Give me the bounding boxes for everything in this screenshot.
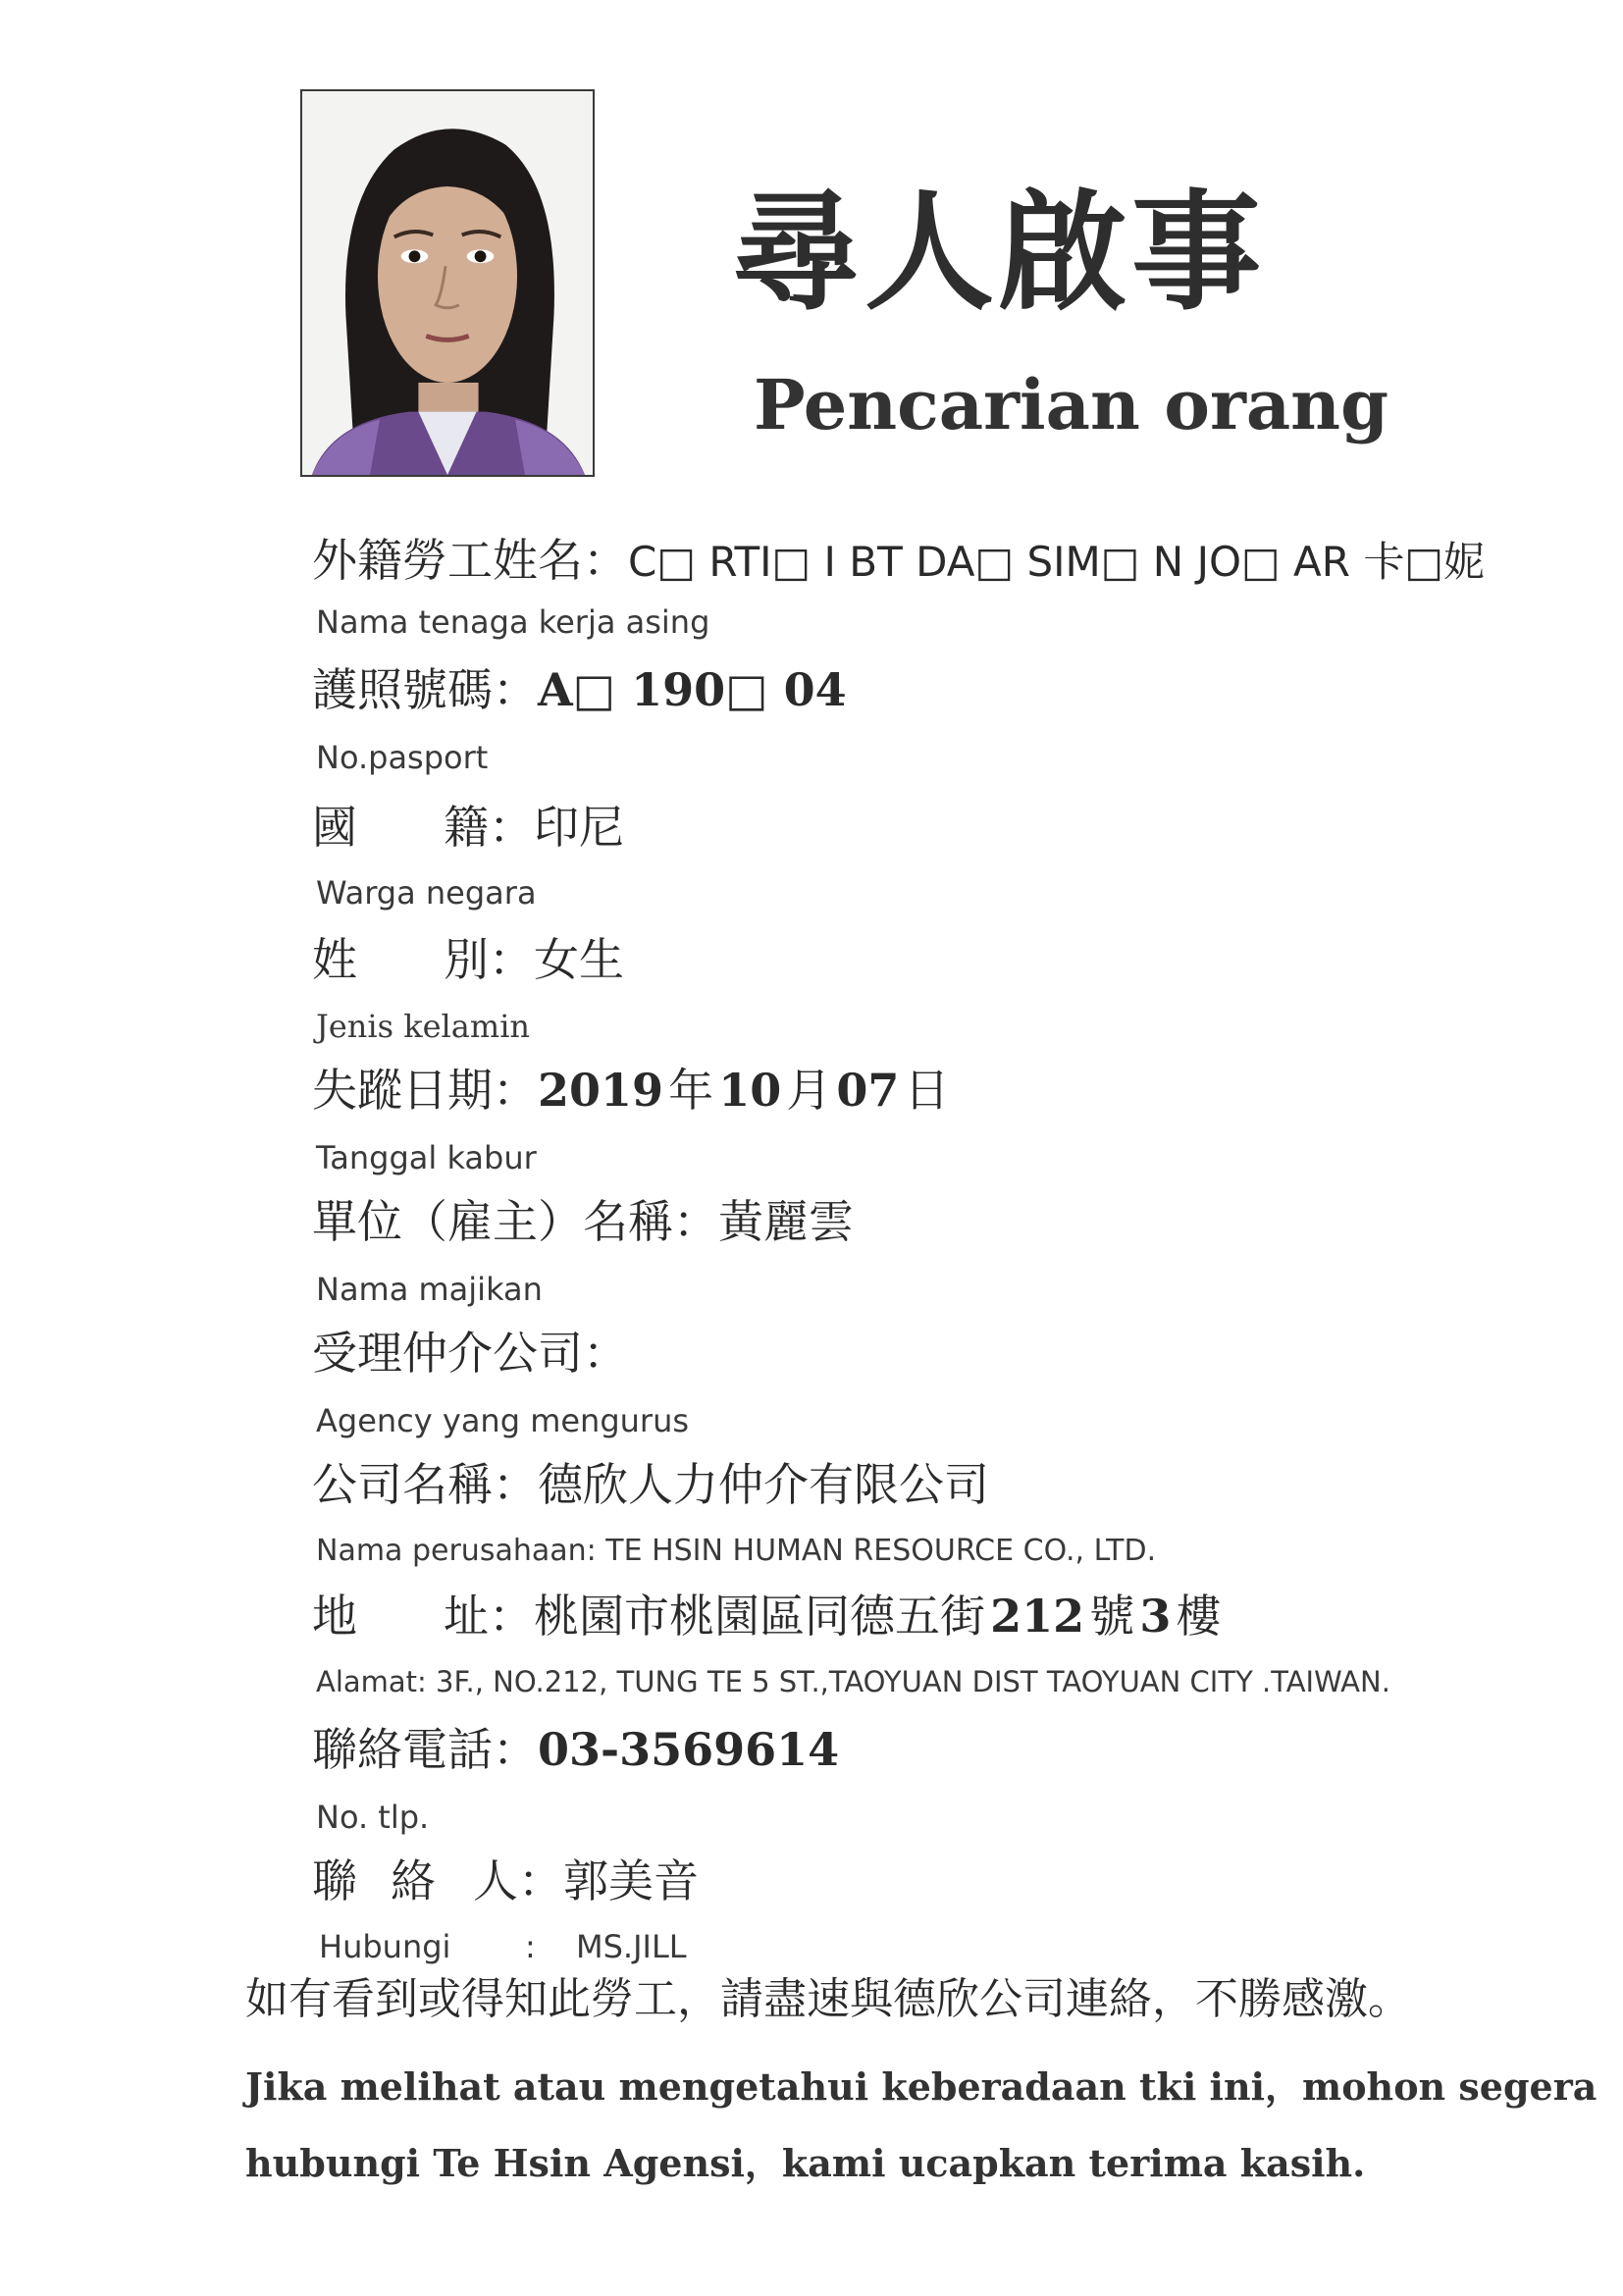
address-sublabel: Alamat: 3F., NO.212, TUNG TE 5 ST.,TAOYUAN DIST TAOYUAN CITY .TAIWAN. xyxy=(316,1665,1390,1698)
name-value: C□ RTI□ I BT DA□ SIM□ N JO□ AR 卡□妮 xyxy=(628,538,1485,586)
address-value-b: 號 xyxy=(1089,1590,1135,1643)
agency-label: 受理仲介公司： xyxy=(312,1327,628,1380)
company-value: 德欣人力仲介有限公司 xyxy=(538,1458,989,1511)
page-subtitle: Pencarian orang xyxy=(754,364,1389,445)
address-label-b: 址： xyxy=(444,1590,534,1643)
company-sublabel: Nama perusahaan: TE HSIN HUMAN RESOURCE CO., LTD. xyxy=(316,1534,1157,1568)
phone-field xyxy=(312,1723,840,1776)
company-label: 公司名稱： xyxy=(312,1458,538,1511)
missing-day: 07 xyxy=(836,1064,900,1117)
contact-sublabel xyxy=(319,1928,687,1965)
address-floor: 3 xyxy=(1139,1590,1172,1643)
name-sublabel: Nama tenaga kerja asing xyxy=(316,603,710,641)
portrait-photo xyxy=(300,89,595,477)
contact-sub-colon: : xyxy=(525,1928,536,1965)
month-unit: 月 xyxy=(786,1064,832,1117)
closing-notice-zh: 如有看到或得知此勞工，請盡速與德欣公司連絡，不勝感激。 xyxy=(245,1974,1411,2024)
contact-label-b: 絡 xyxy=(391,1854,436,1907)
missing-year: 2019 xyxy=(538,1064,664,1117)
employer-field xyxy=(312,1195,854,1248)
contact-field xyxy=(312,1854,699,1907)
page-title: 尋人啟事 xyxy=(731,178,1265,329)
gender-label-b: 別： xyxy=(444,933,534,986)
day-unit: 日 xyxy=(904,1064,950,1117)
gender-field xyxy=(312,933,624,986)
name-field xyxy=(312,534,1485,587)
gender-sublabel: Jenis kelamin xyxy=(316,1008,531,1045)
name-label: 外籍勞工姓名： xyxy=(312,534,628,587)
phone-value: 03-3569614 xyxy=(538,1723,840,1776)
missing-month: 10 xyxy=(718,1064,782,1117)
passport-field xyxy=(312,663,847,716)
nationality-label-b: 籍： xyxy=(444,801,534,854)
phone-label: 聯絡電話： xyxy=(312,1723,538,1776)
address-number: 212 xyxy=(990,1590,1085,1643)
contact-value: 郭美音 xyxy=(563,1854,699,1907)
nationality-field xyxy=(312,801,624,854)
missing-date-field xyxy=(312,1064,950,1117)
gender-label-a: 姓 xyxy=(312,933,357,986)
contact-sub-label: Hubungi xyxy=(319,1928,451,1965)
address-value-c: 樓 xyxy=(1176,1590,1222,1643)
contact-sub-value: MS.JILL xyxy=(576,1928,687,1965)
gender-value: 女生 xyxy=(534,933,624,986)
missing-date-label: 失蹤日期： xyxy=(312,1064,538,1117)
passport-value: A□ 190□ 04 xyxy=(538,663,847,716)
employer-label: 單位（雇主）名稱： xyxy=(312,1195,718,1248)
address-label-a: 地 xyxy=(312,1590,357,1643)
passport-label: 護照號碼： xyxy=(312,663,538,716)
address-value-a: 桃園市桃園區同德五街 xyxy=(534,1590,985,1643)
phone-sublabel: No. tlp. xyxy=(316,1799,430,1836)
closing-notice-id-line1: Jika melihat atau mengetahui keberadaan tki ini，mohon segera xyxy=(245,2064,1597,2109)
employer-sublabel: Nama majikan xyxy=(316,1271,543,1308)
missing-date-sublabel: Tanggal kabur xyxy=(316,1139,537,1176)
contact-label-a: 聯 xyxy=(312,1854,357,1907)
agency-field xyxy=(312,1327,628,1380)
contact-label-c: 人： xyxy=(473,1854,563,1907)
year-unit: 年 xyxy=(668,1064,714,1117)
company-field xyxy=(312,1458,989,1511)
agency-sublabel: Agency yang mengurus xyxy=(316,1402,690,1439)
nationality-value: 印尼 xyxy=(534,801,624,854)
address-field xyxy=(312,1590,1222,1643)
nationality-sublabel: Warga negara xyxy=(316,874,537,912)
passport-sublabel: No.pasport xyxy=(316,739,489,776)
closing-notice-id-line2: hubungi Te Hsin Agensi，kami ucapkan terima kasih. xyxy=(245,2141,1366,2185)
portrait-image xyxy=(302,91,593,475)
nationality-label-a: 國 xyxy=(312,801,357,854)
employer-value: 黃麗雲 xyxy=(718,1195,854,1248)
